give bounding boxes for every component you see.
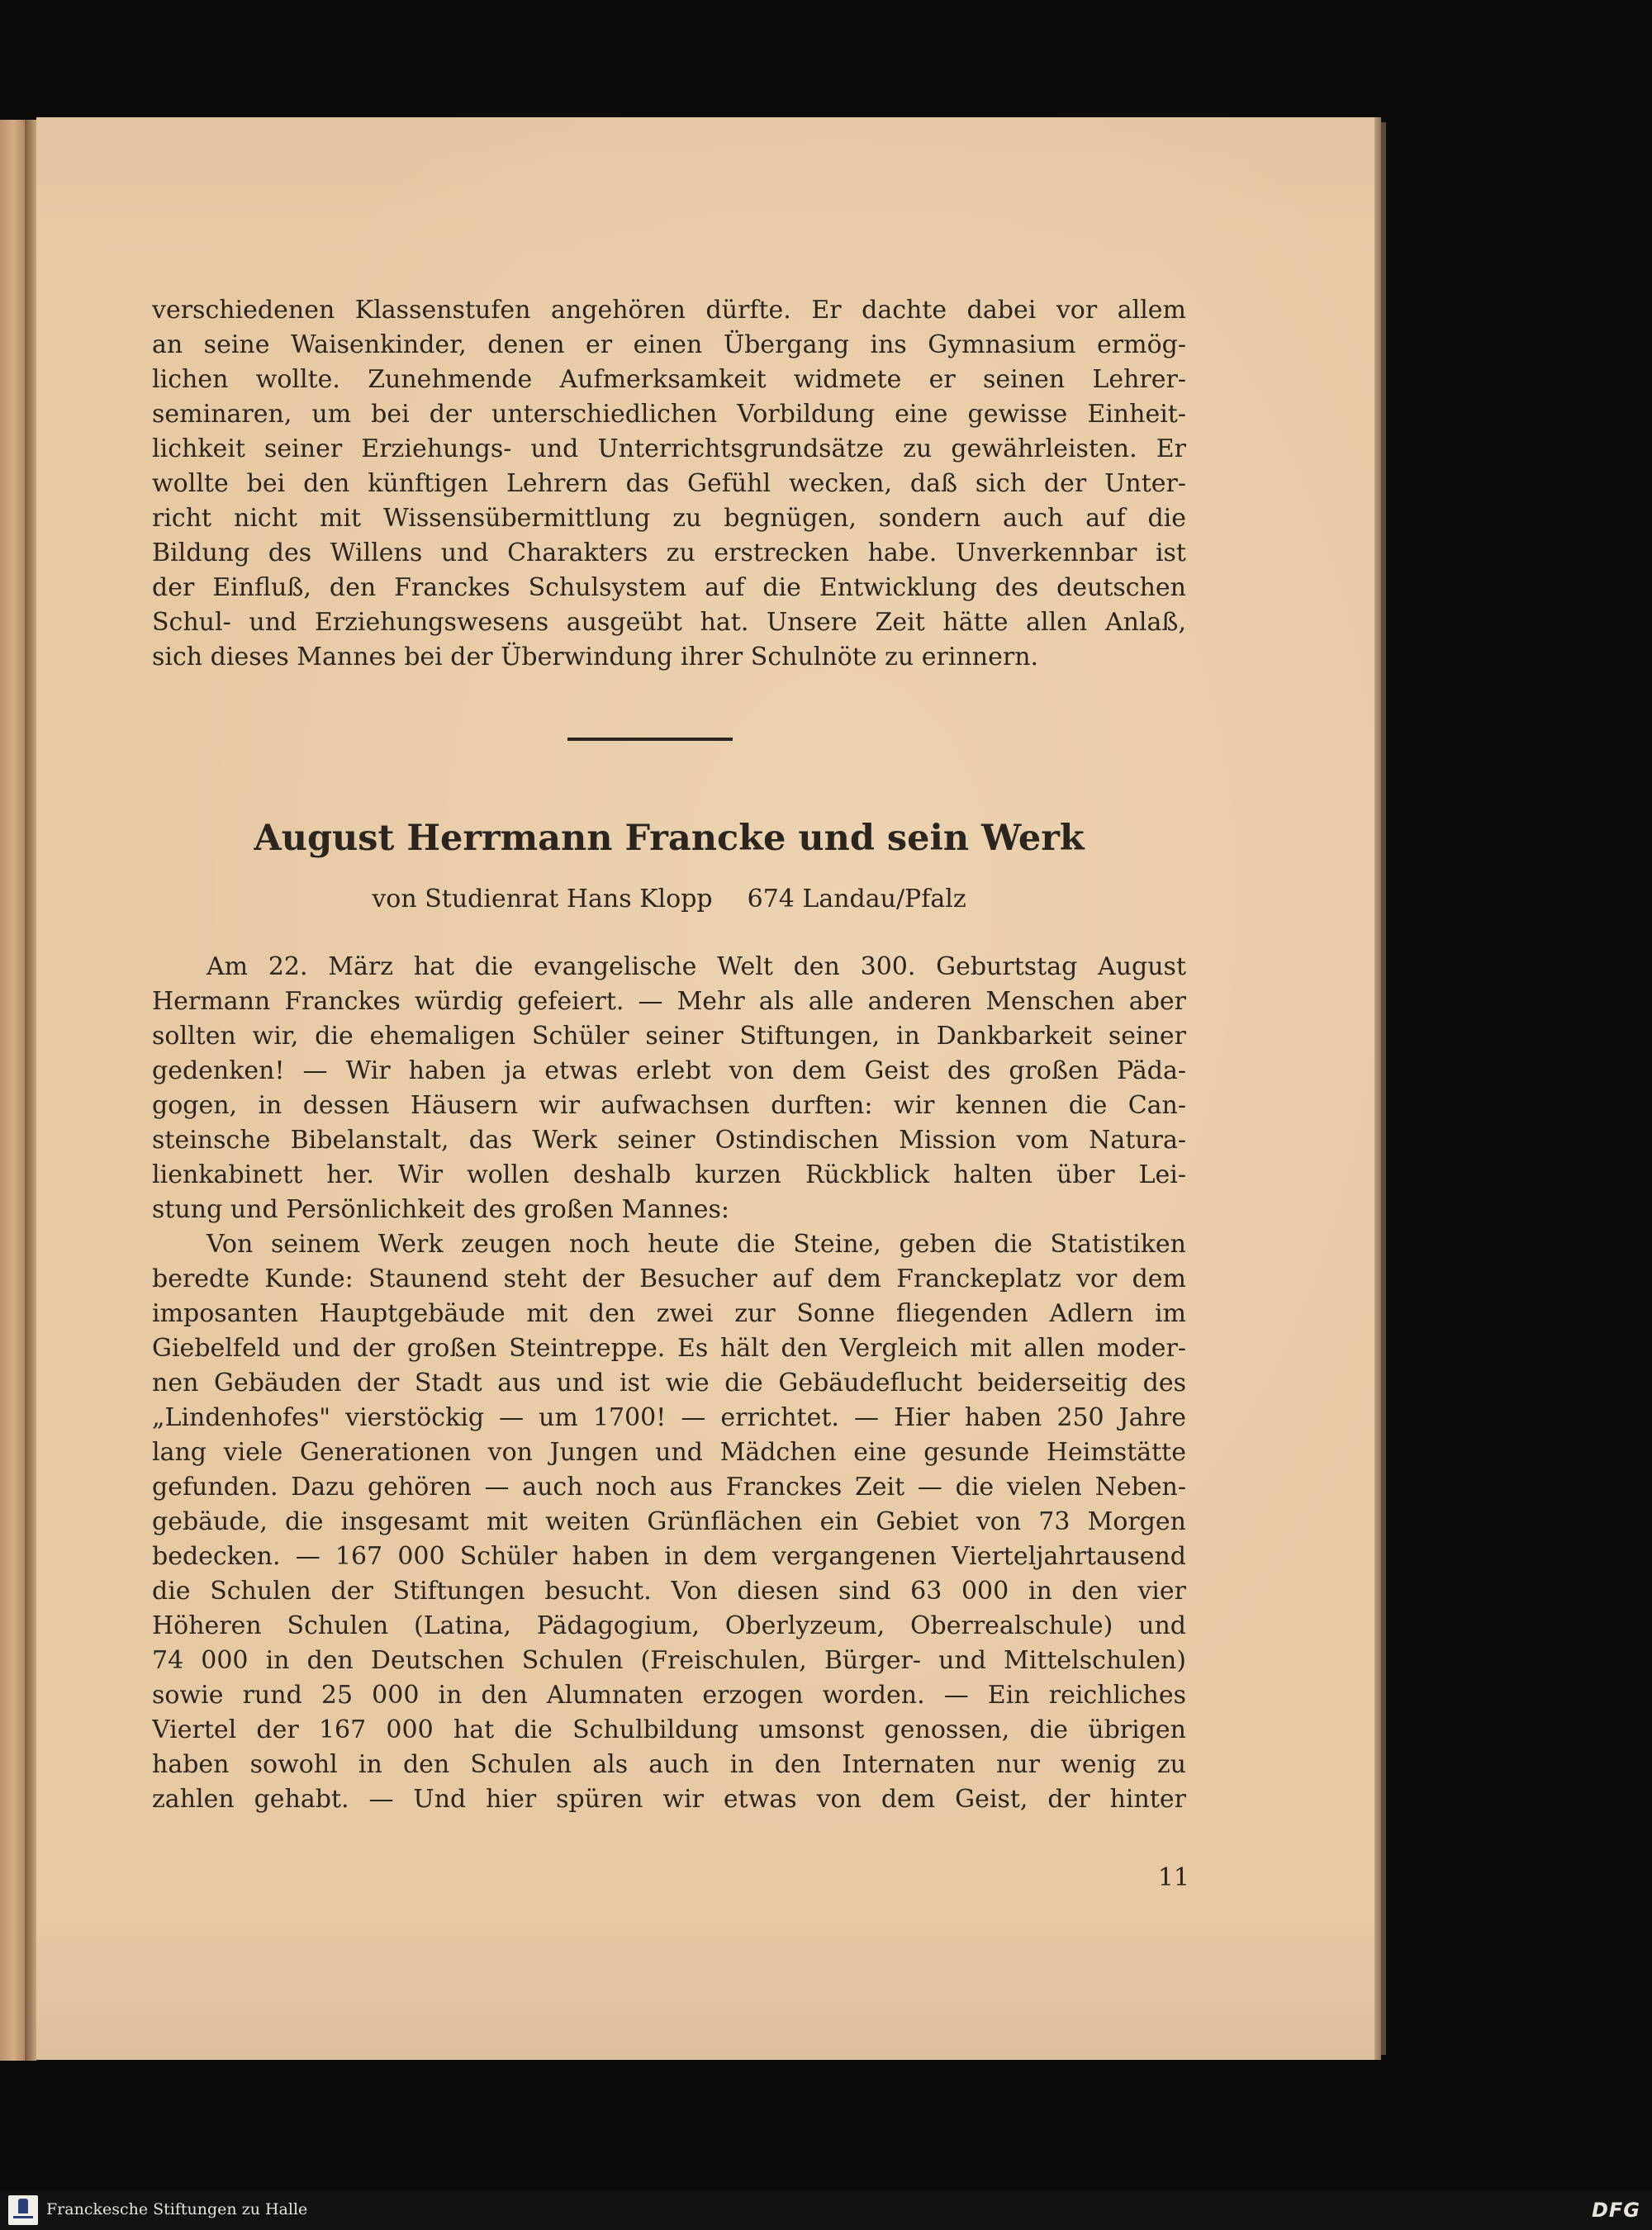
text-line: lichkeit seiner Erziehungs- und Unterrichtsgrundsätze zu gewährleisten. Er <box>152 434 1186 463</box>
text-line: richt nicht mit Wissensübermittlung zu begnügen, sondern auch auf die <box>152 504 1186 533</box>
text-line: verschiedenen Klassenstufen angehören dürfte. Er dachte dabei vor allem <box>152 296 1186 325</box>
byline <box>152 885 1186 913</box>
dfg-logo[interactable]: DFG <box>1591 2199 1640 2222</box>
byline-place: 674 Landau/Pfalz <box>747 885 966 913</box>
text-line: imposanten Hauptgebäude mit den zwei zur Sonne fliegenden Adlern im <box>152 1299 1186 1328</box>
text-line: Viertel der 167 000 hat die Schulbildung umsonst genossen, die übrigen <box>152 1715 1186 1744</box>
text-line: Hermann Franckes würdig gefeiert. — Mehr als alle anderen Menschen aber <box>152 987 1186 1016</box>
text-line: wollte bei den künftigen Lehrern das Gefühl wecken, daß sich der Unter- <box>152 469 1186 498</box>
text-line: die Schulen der Stiftungen besucht. Von diesen sind 63 000 in den vier <box>152 1577 1186 1606</box>
text-line: steinsche Bibelanstalt, das Werk seiner Ostindischen Mission vom Natura- <box>152 1126 1186 1155</box>
text-line: Am 22. März hat die evangelische Welt den 300. Geburtstag August <box>206 952 1186 981</box>
section-divider <box>567 738 733 741</box>
text-line: Giebelfeld und der großen Steintreppe. Es hält den Vergleich mit allen moder- <box>152 1334 1186 1363</box>
page-edge-shadow <box>1381 122 1386 2055</box>
page-number: 11 <box>1157 1863 1189 1892</box>
text-line: beredte Kunde: Staunend steht der Besucher auf dem Franckeplatz vor dem <box>152 1264 1186 1293</box>
page-edge-right <box>1374 117 1381 2060</box>
text-line: an seine Waisenkinder, denen er einen Übergang ins Gymnasium ermög- <box>152 330 1186 359</box>
text-line: 74 000 in den Deutschen Schulen (Freischulen, Bürger- und Mittelschulen) <box>152 1646 1186 1675</box>
article-heading: August Herrmann Francke und sein Werk <box>254 818 1085 859</box>
text-line: gedenken! — Wir haben ja etwas erlebt von dem Geist des großen Päda- <box>152 1056 1186 1085</box>
text-line: sich dieses Mannes bei der Überwindung ihrer Schulnöte zu erinnern. <box>152 643 1039 671</box>
paragraph-continued <box>152 293 1186 675</box>
left-page-edge <box>0 120 25 2061</box>
text-line: der Einfluß, den Franckes Schulsystem auf die Entwicklung des deutschen <box>152 573 1186 602</box>
text-line: Von seinem Werk zeugen noch heute die Steine, geben die Statistiken <box>206 1230 1186 1259</box>
text-line: stung und Persönlichkeit des großen Mannes: <box>152 1195 730 1224</box>
text-line: gebäude, die insgesamt mit weiten Grünflächen ein Gebiet von 73 Morgen <box>152 1507 1186 1536</box>
text-line: „Lindenhofes" vierstöckig — um 1700! — errichtet. — Hier haben 250 Jahre <box>152 1403 1186 1432</box>
text-line: sollten wir, die ehemaligen Schüler seiner Stiftungen, in Dankbarkeit seiner <box>152 1022 1186 1051</box>
byline-author: von Studienrat Hans Klopp <box>372 885 713 913</box>
text-line: gefunden. Dazu gehören — auch noch aus Franckes Zeit — die vielen Neben- <box>152 1473 1186 1502</box>
institution-name[interactable]: Franckesche Stiftungen zu Halle <box>46 2200 308 2218</box>
text-line: lang viele Generationen von Jungen und Mädchen eine gesunde Heimstätte <box>152 1438 1186 1467</box>
text-line: nen Gebäuden der Stadt aus und ist wie die Gebäudeflucht beiderseitig des <box>152 1369 1186 1397</box>
text-line: haben sowohl in den Schulen als auch in den Internaten nur wenig zu <box>152 1750 1186 1779</box>
text-line: Schul- und Erziehungswesens ausgeübt hat. Unsere Zeit hätte allen Anlaß, <box>152 608 1186 637</box>
viewer-footer-bar <box>0 2190 1652 2230</box>
text-line: lichen wollte. Zunehmende Aufmerksamkeit widmete er seinen Lehrer- <box>152 365 1186 394</box>
text-line: sowie rund 25 000 in den Alumnaten erzogen worden. — Ein reichliches <box>152 1681 1186 1710</box>
article-body <box>152 950 1186 1817</box>
text-line: gogen, in dessen Häusern wir aufwachsen durften: wir kennen die Can- <box>152 1091 1186 1120</box>
text-line: Höheren Schulen (Latina, Pädagogium, Oberlyzeum, Oberrealschule) und <box>152 1611 1186 1640</box>
institution-logo-icon[interactable] <box>8 2195 38 2225</box>
text-line: zahlen gehabt. — Und hier spüren wir etwas von dem Geist, der hinter <box>152 1785 1186 1814</box>
text-line: seminaren, um bei der unterschiedlichen Vorbildung eine gewisse Einheit- <box>152 400 1186 429</box>
gutter-shadow <box>25 120 36 2061</box>
text-line: bedecken. — 167 000 Schüler haben in dem vergangenen Vierteljahrtausend <box>152 1542 1186 1571</box>
text-line: lienkabinett her. Wir wollen deshalb kurzen Rückblick halten über Lei- <box>152 1160 1186 1189</box>
text-line: Bildung des Willens und Charakters zu erstrecken habe. Unverkennbar ist <box>152 539 1186 567</box>
